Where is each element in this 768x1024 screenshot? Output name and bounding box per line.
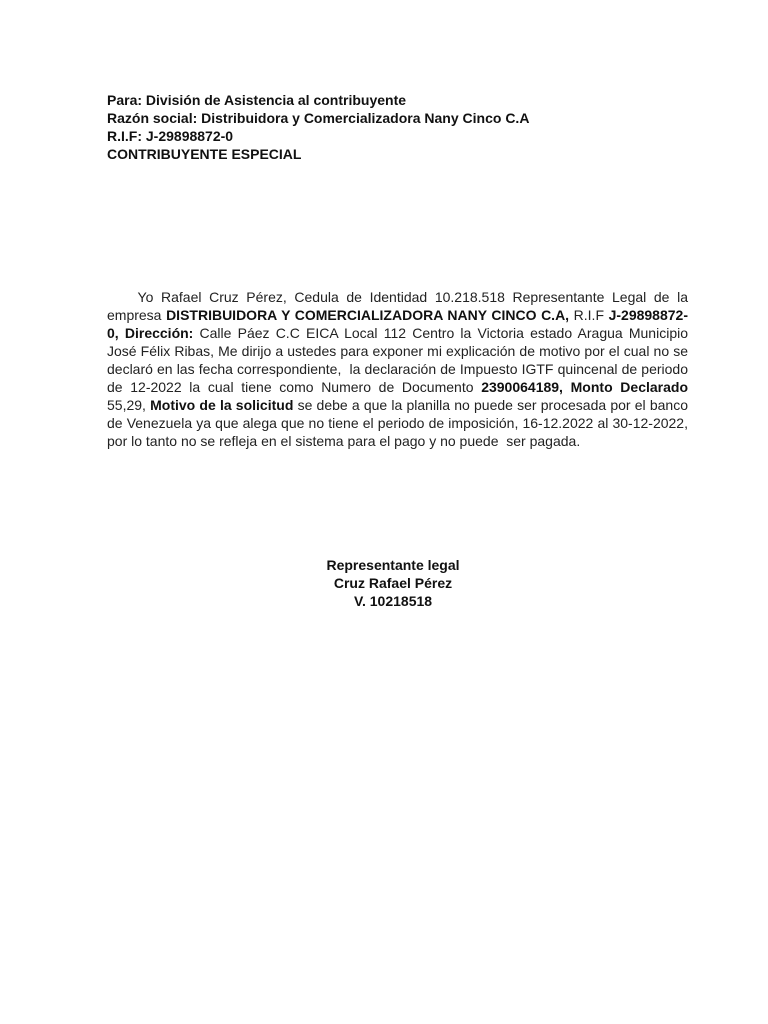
signature-block — [250, 556, 536, 610]
body-text-reason: se debe a que la planilla no puede ser procesada por el banco de Venezuela ya que alega que no tiene el periodo de imposición, 16-12.2022 al 30-12-2022, por lo tanto no se refleja en el sistema para el pago y no puede ser pagada. — [107, 397, 692, 449]
signature-id: V. 10218518 — [353, 593, 433, 609]
document-number: 2390064189, — [481, 379, 563, 395]
signature-name: Cruz Rafael Pérez — [333, 575, 453, 591]
body-text-address: Calle Páez C.C EICA Local 112 Centro la Victoria estado Aragua Municipio José Félix Ribas, Me dirijo a ustedes para exponer mi explicación de motivo por el cual no se declaró en las fecha correspondiente, la declaración de Impuesto IGTF quincenal de periodo de 12-2022 la cual tiene como Numero de Documento — [107, 325, 692, 395]
amount-label: Monto Declarado — [570, 379, 688, 395]
paragraph-indent — [107, 289, 138, 305]
reason-label: Motivo de la solicitud — [150, 397, 294, 413]
letter-header — [107, 91, 667, 163]
declared-amount: 55,29, — [107, 379, 692, 413]
body-text-rif-label: R.I.F — [569, 307, 609, 323]
address-label: Dirección: — [124, 325, 194, 341]
signature-role: Representante legal — [326, 557, 460, 573]
company-name-line: Razón social: Distribuidora y Comercializadora Nany Cinco C.A — [107, 110, 530, 126]
recipient-line: Para: División de Asistencia al contribuyente — [107, 92, 407, 108]
body-text-intro: Yo Rafael Cruz Pérez, Cedula de Identidad 10.218.518 Representante Legal de la empresa — [107, 289, 692, 323]
rif-line: R.I.F: J-29898872-0 — [107, 128, 234, 144]
taxpayer-type-line: CONTRIBUYENTE ESPECIAL — [107, 146, 302, 162]
company-name: DISTRIBUIDORA Y COMERCIALIZADORA NANY CINCO C.A, — [166, 307, 570, 323]
letter-body — [107, 288, 692, 450]
company-rif: J-29898872-0, — [107, 307, 688, 341]
